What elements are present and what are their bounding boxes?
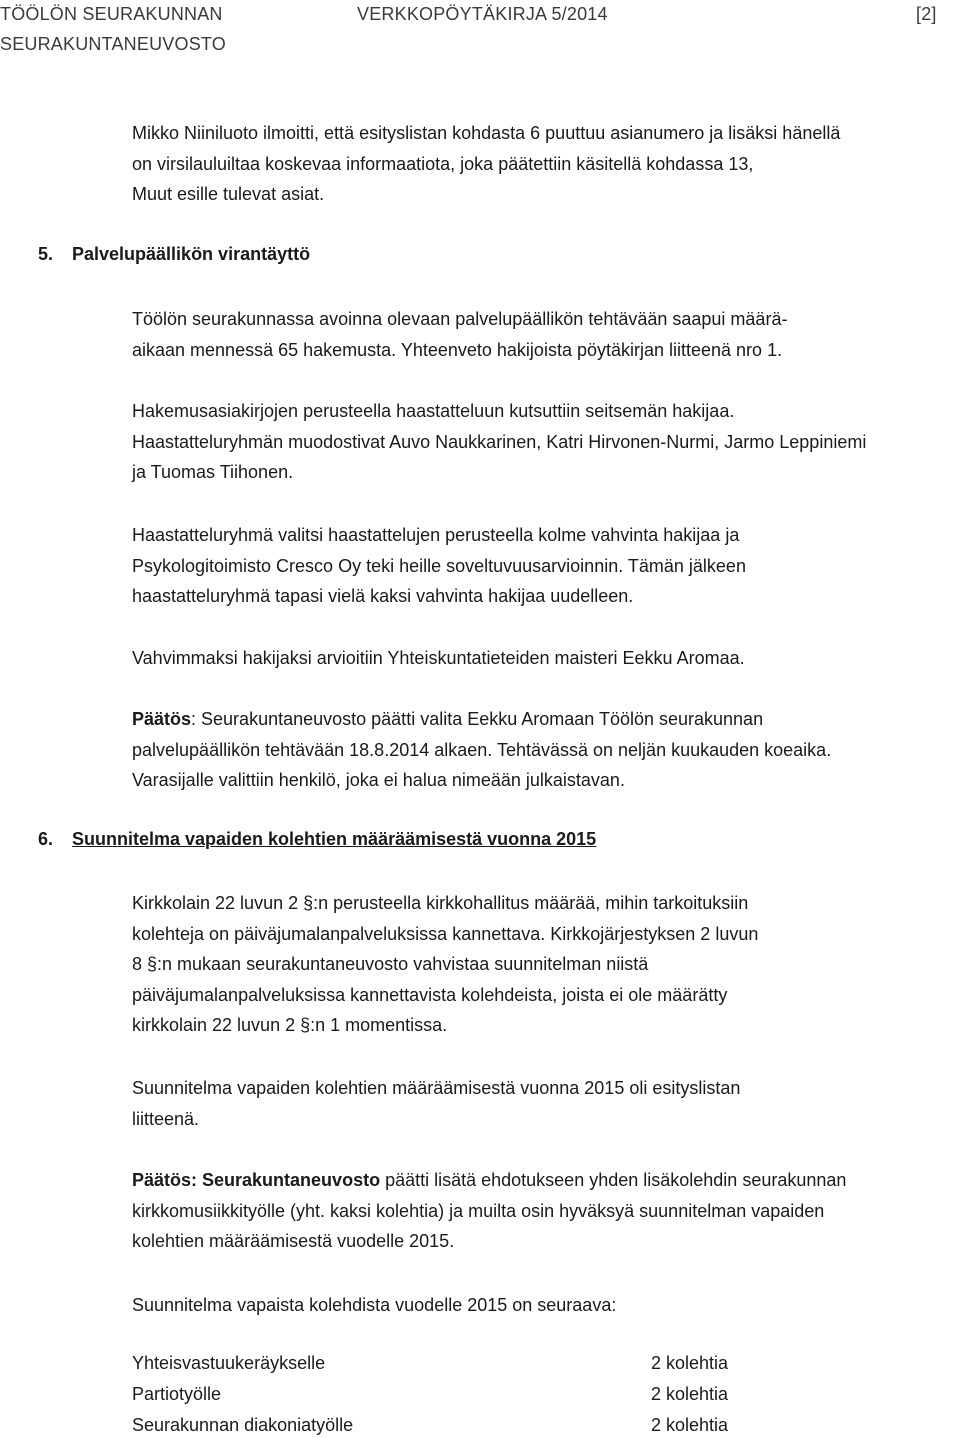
section-5-paragraph-2 (132, 396, 952, 488)
text-line: aikaan mennessä 65 hakemusta. Yhteenveto hakijoista pöytäkirjan liitteenä nro 1. (132, 339, 783, 360)
text-line: Muut esille tulevat asiat. (132, 184, 325, 204)
text-line: liitteenä. (132, 1108, 200, 1129)
text-line: Haastatteluryhmän muodostivat Auvo Naukkarinen, Katri Hirvonen-Nurmi, Jarmo Leppiniemi (132, 431, 867, 452)
text-line (132, 704, 952, 735)
decision-label: Päätös: Seurakuntaneuvosto (132, 1170, 381, 1190)
section-5-paragraph-3 (132, 520, 952, 612)
text-line: Haastatteluryhmä valitsi haastattelujen perusteella kolme vahvinta hakijaa ja (132, 525, 740, 545)
text-line: kolehteja on päiväjumalanpalveluksissa kannettava. Kirkkojärjestyksen 2 luvun (132, 923, 759, 944)
header-document-title: VERKKOPÖYTÄKIRJA 5/2014 (357, 4, 608, 24)
section-number: 6. (38, 829, 54, 849)
section-6-decision (132, 1165, 952, 1257)
section-5-paragraph-4 (132, 643, 952, 674)
text-line: ja Tuomas Tiihonen. (132, 462, 294, 482)
header-org-line1: TÖÖLÖN SEURAKUNNAN (0, 4, 223, 24)
text-line: kolehtien määräämisestä vuodelle 2015. (132, 1231, 455, 1251)
section-5-paragraph-1 (132, 304, 952, 365)
section-number: 5. (38, 244, 54, 264)
list-item-name: Partiotyölle (132, 1384, 222, 1404)
list-item-value: 2 kolehtia (651, 1384, 729, 1404)
text-line: Psykologitoimisto Cresco Oy teki heille soveltuvuusarvioinnin. Tämän jälkeen (132, 555, 746, 576)
text-line: kirkkolain 22 luvun 2 §:n 1 momentissa. (132, 1015, 448, 1035)
text-line (132, 1165, 952, 1196)
header-org-line2: SEURAKUNTANEUVOSTO (0, 34, 226, 54)
section-6-paragraph-1 (132, 888, 952, 1041)
page-header (0, 0, 960, 60)
section-5-heading (38, 244, 310, 265)
section-title: Palvelupäällikön virantäyttö (72, 244, 311, 264)
section-6-paragraph-2 (132, 1073, 952, 1134)
list-item-name: Seurakunnan diakoniatyölle (132, 1415, 354, 1435)
decision-label: Päätös (132, 709, 192, 729)
section-title: Suunnitelma vapaiden kolehtien määräämisestä vuonna 2015 (72, 829, 597, 849)
section-6-heading (38, 829, 596, 850)
text-line: päiväjumalanpalveluksissa kannettavista kolehdeista, joista ei ole määrätty (132, 984, 728, 1005)
text-line: Varasijalle valittiin henkilö, joka ei halua nimeään julkaistavan. (132, 770, 625, 790)
text-line: Hakemusasiakirjojen perusteella haastatteluun kutsuttiin seitsemän hakijaa. (132, 401, 735, 421)
text-line: 8 §:n mukaan seurakuntaneuvosto vahvistaa suunnitelman niistä (132, 954, 649, 974)
section-6-list-intro (132, 1290, 952, 1321)
list-item-name: Yhteisvastuukeräykselle (132, 1353, 326, 1373)
text-line: haastatteluryhmä tapasi vielä kaksi vahvinta hakijaa uudelleen. (132, 586, 634, 606)
text-line: Töölön seurakunnassa avoinna olevaan palvelupäällikön tehtävään saapui määrä- (132, 309, 788, 329)
intro-paragraph (132, 118, 952, 210)
text-line: palvelupäällikön tehtävään 18.8.2014 alkaen. Tehtävässä on neljän kuukauden koeaika. (132, 739, 832, 760)
text-line: Suunnitelma vapaiden kolehtien määräämisestä vuonna 2015 oli esityslistan (132, 1078, 741, 1098)
section-5-decision (132, 704, 952, 796)
list-item-value: 2 kolehtia (651, 1353, 729, 1373)
text-line: Suunnitelma vapaista kolehdista vuodelle 2015 on seuraava: (132, 1295, 617, 1315)
decision-text: päätti lisätä ehdotukseen yhden lisäkolehdin seurakunnan (380, 1170, 847, 1190)
decision-text: : Seurakuntaneuvosto päätti valita Eekku Aromaan Töölön seurakunnan (191, 709, 764, 729)
text-line: kirkkomusiikkityölle (yht. kaksi kolehtia) ja muilta osin hyväksyä suunnitelman vapaiden (132, 1200, 825, 1221)
text-line: Kirkkolain 22 luvun 2 §:n perusteella kirkkohallitus määrää, mihin tarkoituksiin (132, 893, 749, 913)
text-line: Mikko Niiniluoto ilmoitti, että esityslistan kohdasta 6 puuttuu asianumero ja lisäksi hänellä (132, 123, 841, 143)
text-line: Vahvimmaksi hakijaksi arvioitiin Yhteiskuntatieteiden maisteri Eekku Aromaa. (132, 648, 745, 668)
header-page-number: [2] (916, 4, 937, 24)
text-line: on virsilauluiltaa koskevaa informaatiota, joka päätettiin käsitellä kohdassa 13, (132, 153, 754, 174)
list-item-value: 2 kolehtia (651, 1415, 729, 1435)
